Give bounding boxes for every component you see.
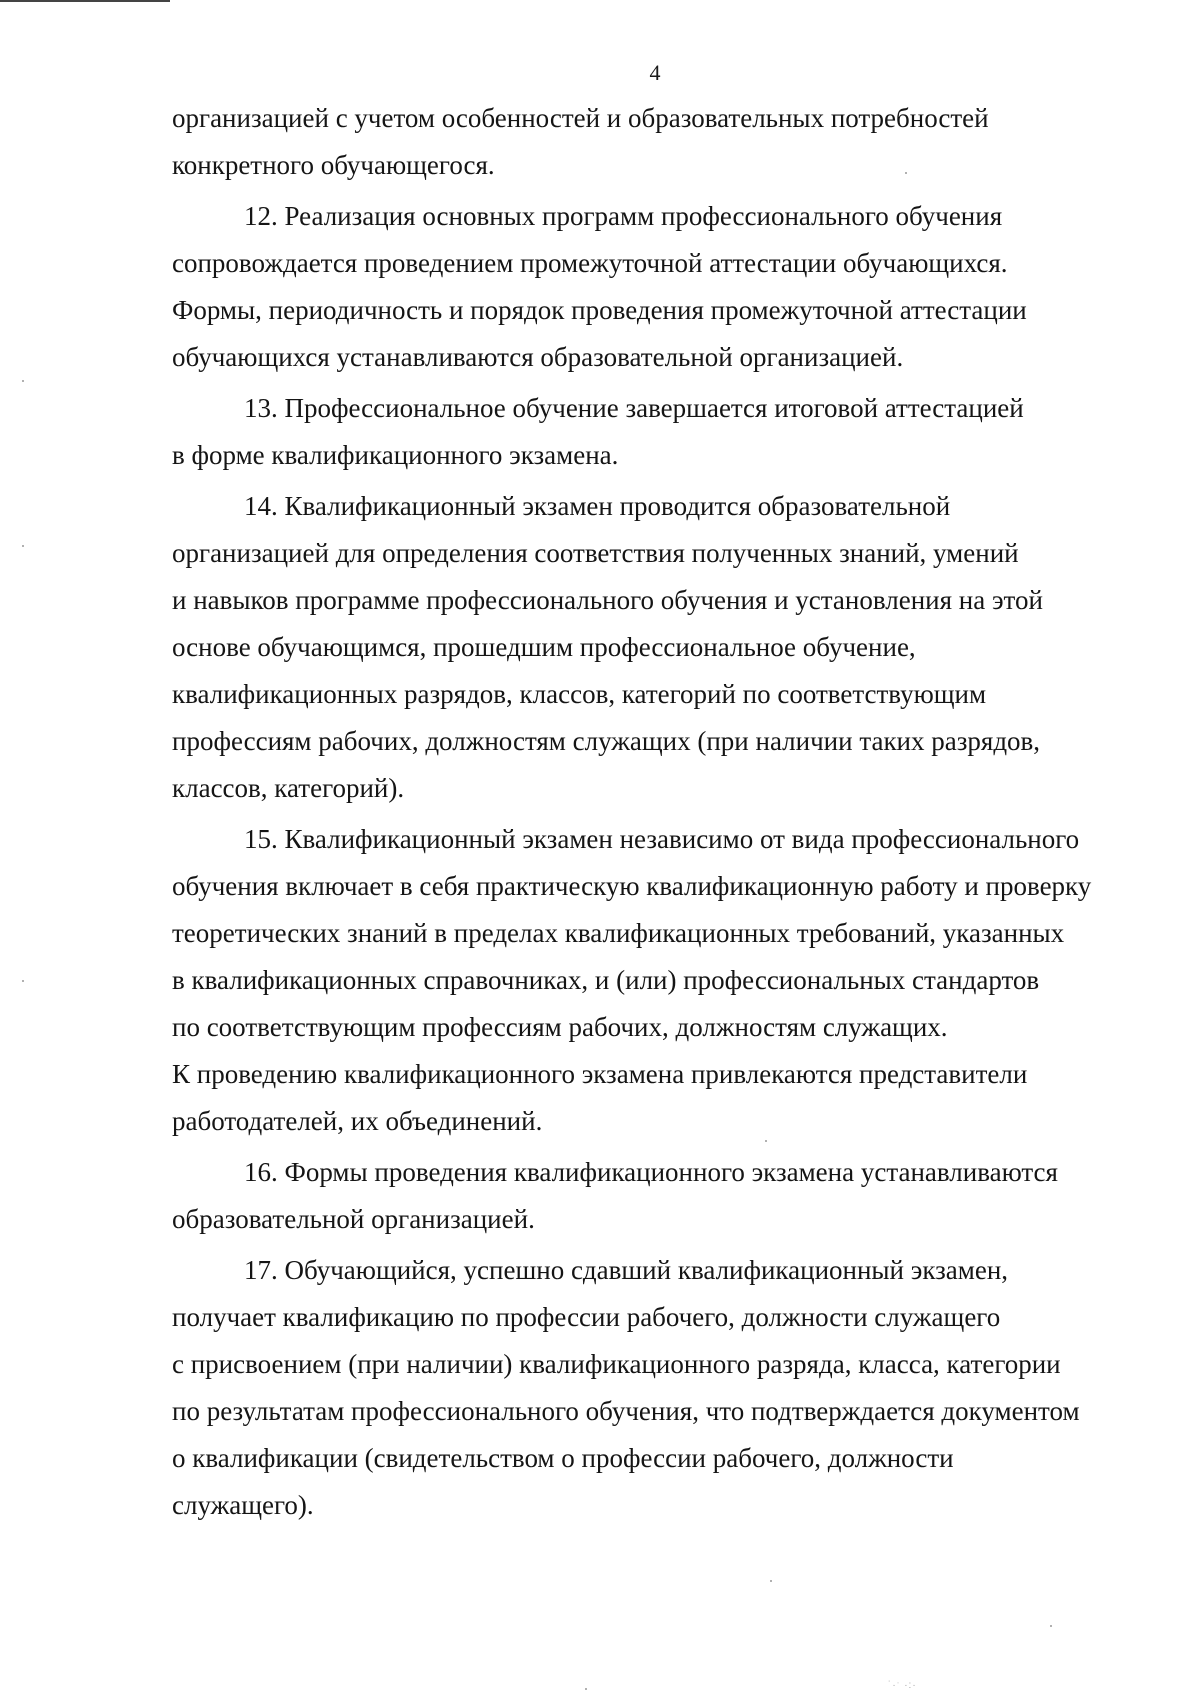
paragraph-12: 12. Реализация основных программ профессионального обучения сопровождается проведением промежуточной аттестации обучающихся. Формы, периодичность и порядок проведения промежуточной аттестации обучающихся устанавливаются образовательной организацией.	[172, 201, 1027, 372]
paragraph-15: 15. Квалификационный экзамен независимо от вида профессионального обучения включает в себя практическую квалификационную работу и проверку теоретических знаний в пределах квалификационных требований, указанных в квалификационных справочниках, и (или) профессиональных стандартов по соответствующим профессиям рабочих, должностям служащих. К проведению квалификационного экзамена привлекаются представители работодателей, их объединений.	[172, 824, 1092, 1136]
page-number: 4	[649, 60, 661, 85]
scan-speck	[765, 1140, 767, 1142]
scan-speck	[22, 545, 24, 547]
scan-speck	[905, 172, 907, 174]
scan-artifact-mark: ˙·ˑ ·:·	[888, 1680, 917, 1691]
paragraph-16: 16. Формы проведения квалификационного экзамена устанавливаются образовательной организацией.	[172, 1157, 1058, 1234]
scan-speck	[585, 1688, 587, 1690]
top-rule-line	[0, 0, 170, 2]
scan-speck	[770, 1580, 772, 1582]
scan-speck	[22, 980, 24, 982]
paragraph-17: 17. Обучающийся, успешно сдавший квалификационный экзамен, получает квалификацию по профессии рабочего, должности служащего с присвоением (при наличии) квалификационного разряда, класса, категории по результатам профессионального обучения, что подтверждается документом о квалификации (свидетельством о профессии рабочего, должности служащего).	[172, 1255, 1080, 1520]
paragraph-13: 13. Профессиональное обучение завершается итоговой аттестацией в форме квалификационного экзамена.	[172, 393, 1024, 470]
document-body	[172, 95, 1145, 1529]
scan-speck	[22, 380, 24, 382]
paragraph-continuation: организацией с учетом особенностей и образовательных потребностей конкретного обучающегося.	[172, 103, 989, 180]
paragraph-14: 14. Квалификационный экзамен проводится образовательной организацией для определения соответствия полученных знаний, умений и навыков программе профессионального обучения и установления на этой основе обучающимся, прошедшим профессиональное обучение, квалификационных разрядов, классов, категорий по соответствующим профессиям рабочих, должностям служащих (при наличии таких разрядов, классов, категорий).	[172, 491, 1043, 803]
scan-speck	[1050, 1625, 1052, 1627]
